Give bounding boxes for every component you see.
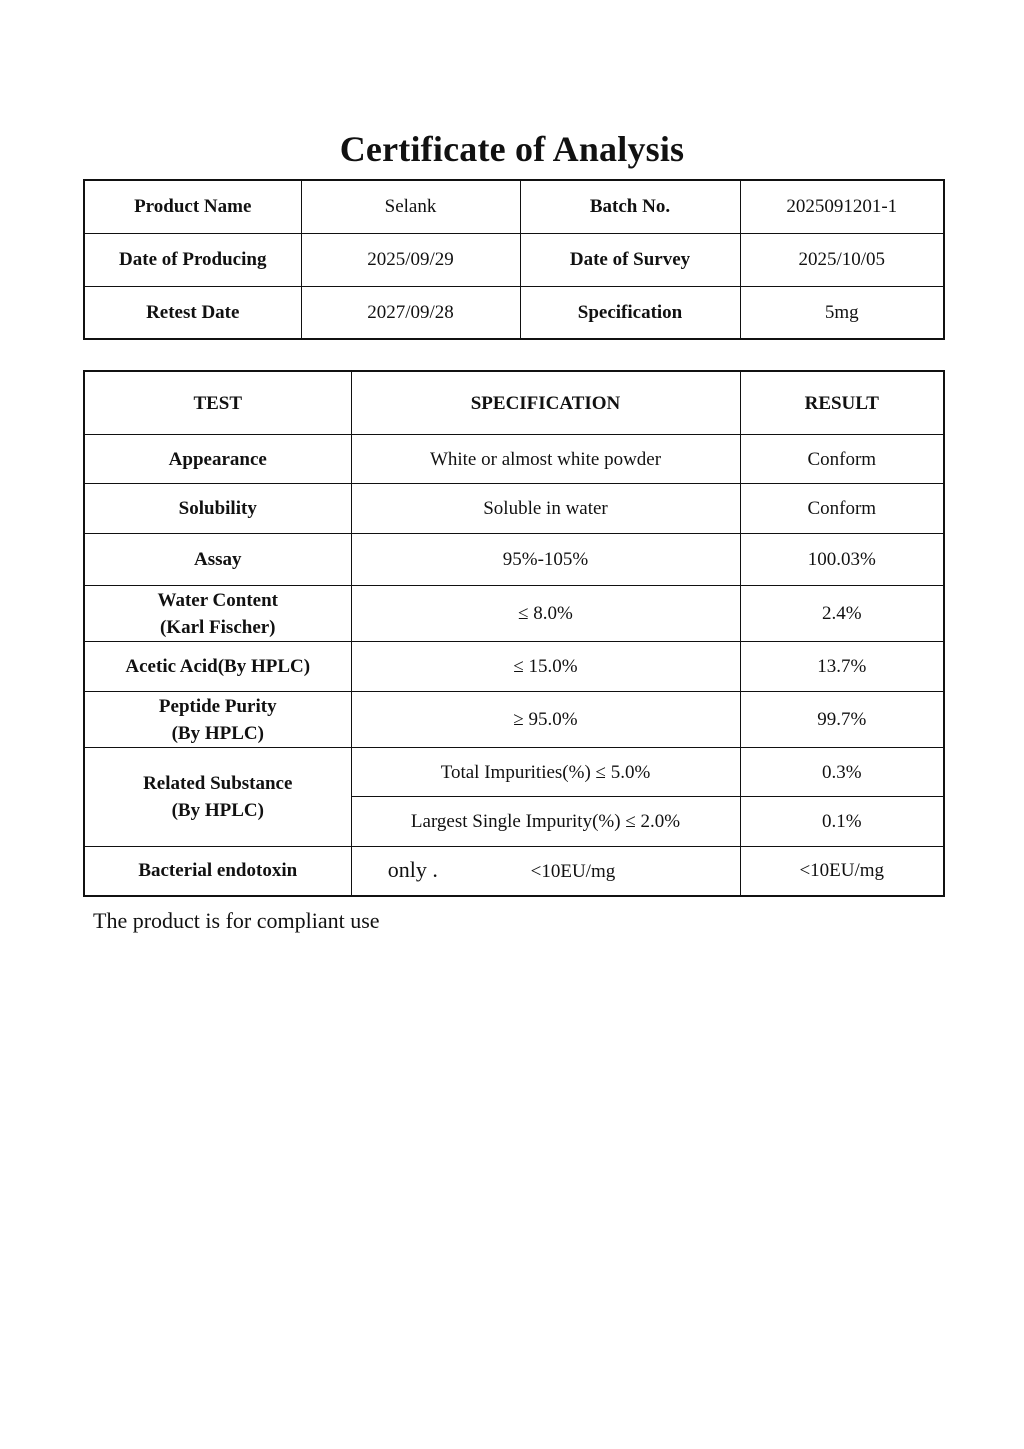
table-row [84, 847, 944, 896]
test-spec: Total Impurities(%) ≤ 5.0% [351, 748, 740, 797]
table-row [84, 534, 944, 586]
date-of-survey-label: Date of Survey [520, 233, 740, 286]
test-spec: Largest Single Impurity(%) ≤ 2.0% [351, 797, 740, 847]
test-spec: 95%-105% [351, 534, 740, 586]
test-result: Conform [740, 435, 944, 484]
table-row [84, 484, 944, 534]
table-row [84, 692, 944, 748]
table-row [84, 748, 944, 797]
test-spec-value: <10EU/mg [530, 861, 616, 883]
test-spec: ≥ 95.0% [351, 692, 740, 748]
test-name: Bacterial endotoxin [84, 847, 351, 896]
test-name: Appearance [84, 435, 351, 484]
test-name-line2: (Karl Fischer) [159, 616, 276, 638]
retest-date-value: 2027/09/28 [301, 286, 520, 339]
specification-header: SPECIFICATION [351, 371, 740, 435]
test-name [84, 748, 351, 847]
test-spec: Soluble in water [351, 484, 740, 534]
page-title: Certificate of Analysis [339, 129, 685, 169]
overlay-text: only . [387, 857, 438, 883]
info-row [84, 233, 944, 286]
test-name: Assay [84, 534, 351, 586]
test-name-line2: (By HPLC) [171, 800, 264, 821]
test-spec: ≤ 8.0% [351, 586, 740, 642]
table-row [84, 642, 944, 692]
test-result: 100.03% [740, 534, 944, 586]
product-name-label: Product Name [84, 180, 301, 233]
table-header-row [84, 371, 944, 435]
test-name [84, 586, 351, 642]
product-name-value: Selank [301, 180, 520, 233]
test-result: 99.7% [740, 692, 944, 748]
test-result: 0.3% [740, 748, 944, 797]
test-name: Solubility [84, 484, 351, 534]
test-name: Acetic Acid(By HPLC) [84, 642, 351, 692]
info-row [84, 180, 944, 233]
test-name-line1: Peptide Purity [158, 695, 277, 717]
table-row [84, 586, 944, 642]
test-result: Conform [740, 484, 944, 534]
info-row [84, 286, 944, 339]
test-result: 0.1% [740, 797, 944, 847]
test-spec: White or almost white powder [351, 435, 740, 484]
compliance-note: The product is for compliant use [93, 908, 380, 933]
table-row [84, 435, 944, 484]
test-name-line2: (By HPLC) [171, 722, 264, 744]
date-of-producing-value: 2025/09/29 [301, 233, 520, 286]
test-name-line1: Related Substance [143, 773, 293, 794]
test-result: 2.4% [740, 586, 944, 642]
product-info-table [83, 179, 945, 340]
date-of-survey-value: 2025/10/05 [740, 233, 944, 286]
specification-label: Specification [520, 286, 740, 339]
test-result: 13.7% [740, 642, 944, 692]
test-spec [351, 847, 740, 896]
test-header: TEST [84, 371, 351, 435]
date-of-producing-label: Date of Producing [84, 233, 301, 286]
test-spec: ≤ 15.0% [351, 642, 740, 692]
result-header: RESULT [740, 371, 944, 435]
test-name-line1: Water Content [157, 589, 278, 611]
test-result: <10EU/mg [740, 847, 944, 896]
test-results-table [83, 370, 945, 897]
test-name [84, 692, 351, 748]
batch-no-value: 2025091201-1 [740, 180, 944, 233]
retest-date-label: Retest Date [84, 286, 301, 339]
batch-no-label: Batch No. [520, 180, 740, 233]
specification-value: 5mg [740, 286, 944, 339]
